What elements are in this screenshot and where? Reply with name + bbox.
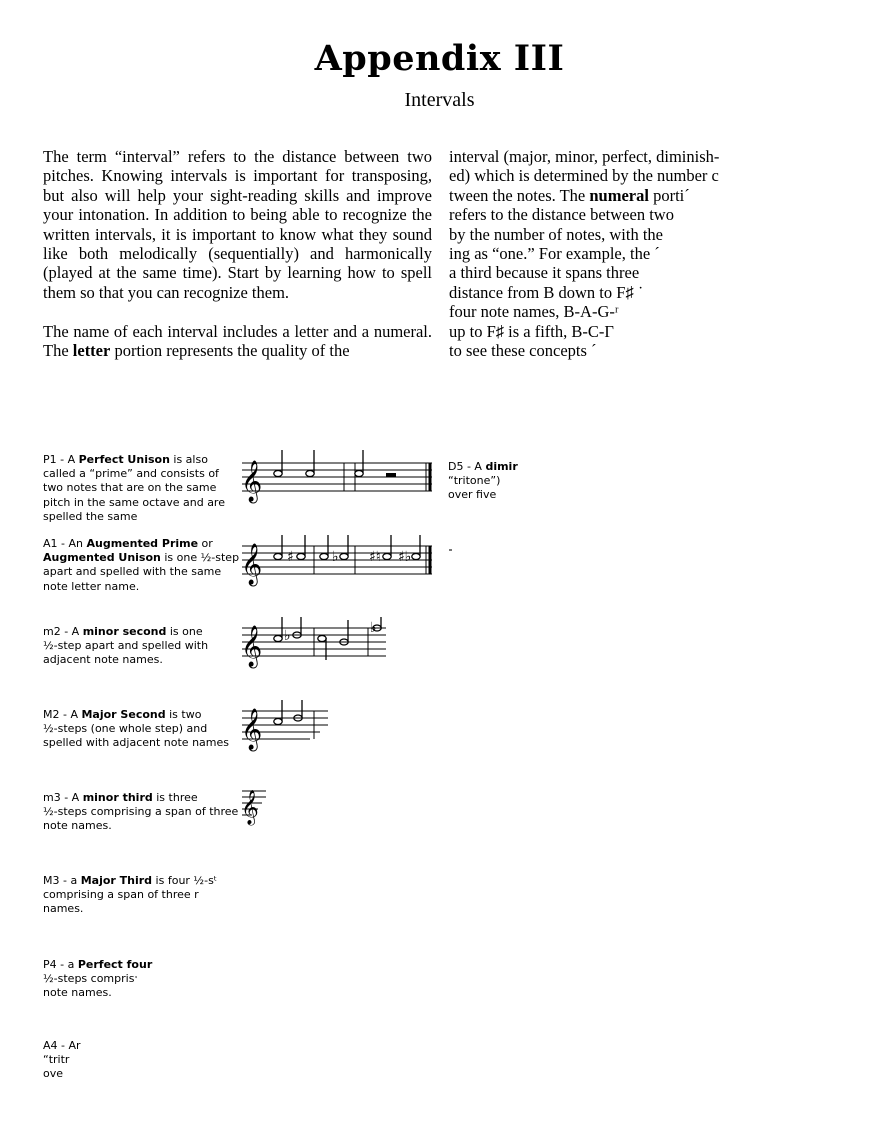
- treble-clef-icon: 𝄞: [241, 709, 263, 750]
- entry-name: Major Third: [80, 874, 153, 887]
- entry-line: over five: [448, 488, 497, 502]
- entry-code: D5 - A: [448, 460, 486, 473]
- interval-entry-A4: [43, 1039, 83, 1082]
- entry-name: Augmented Prime: [86, 537, 199, 550]
- entry-code: P4 - a: [43, 958, 78, 971]
- intro-letter-term: letter: [72, 341, 111, 361]
- entry-line: “tritr: [43, 1053, 70, 1067]
- intro-right-line: four note names, B-A-G-ʳ: [449, 302, 619, 322]
- a1-staff-example: [240, 538, 435, 583]
- entry-line: two notes that are on the same: [43, 481, 217, 495]
- entry-text: is two: [165, 708, 202, 721]
- entry-text: or: [198, 537, 213, 550]
- entry-heading: [43, 874, 218, 888]
- intro-paragraph-2-text-a: The name of each interval includes a letter and a numeral. The: [43, 321, 432, 361]
- entry-name: Perfect Unison: [78, 453, 170, 466]
- entry-line: spelled the same: [43, 509, 138, 523]
- entry-line: note letter name.: [43, 579, 140, 593]
- entry-line: adjacent note names.: [43, 653, 163, 667]
- entry-name: Augmented Unison: [43, 551, 161, 565]
- svg-text:♯: ♯: [287, 549, 294, 565]
- entry-line: comprising a span of three r: [43, 888, 199, 902]
- entry-heading: [43, 958, 153, 972]
- entry-line: note names.: [43, 986, 112, 1000]
- entry-line: note names.: [43, 819, 112, 833]
- intro-right-line: refers to the distance between two: [449, 205, 674, 225]
- entry-line: ½-steps comprisˑ: [43, 972, 139, 986]
- treble-clef-icon: 𝄞: [241, 461, 263, 502]
- interval-entry-m3: [43, 791, 243, 834]
- treble-clef-icon: 𝄞: [241, 544, 263, 585]
- entry-name: minor third: [82, 791, 153, 804]
- entry-code: P1 - A: [43, 453, 79, 466]
- m2-staff-example: [240, 620, 390, 665]
- entry-heading: [43, 708, 243, 722]
- entry-line: apart and spelled with the same: [43, 565, 222, 579]
- intro-right-line: ed) which is determined by the number c: [449, 166, 719, 186]
- page-subtitle: Intervals: [404, 89, 475, 111]
- interval-entry-M3: [43, 874, 218, 917]
- interval-entry-p1: [43, 453, 243, 524]
- entry-line: ½-step apart and spelled with: [43, 639, 209, 653]
- interval-entry-D5: [448, 460, 520, 503]
- intro-right-column: [449, 147, 749, 360]
- svg-text:♭: ♭: [284, 628, 291, 644]
- entry-name: minor second: [82, 625, 167, 638]
- treble-clef-icon: 𝄞: [241, 790, 259, 825]
- intro-left-column: [43, 147, 432, 360]
- entry-text: is one ½-step: [160, 551, 240, 565]
- entry-code: M2 - A: [43, 708, 82, 721]
- intro-right-line: distance from B down to F♯ ˙: [449, 282, 644, 302]
- entry-code: m2 - A: [43, 625, 83, 638]
- m3-staff-example: [240, 785, 270, 825]
- intro-paragraph-2: [43, 322, 432, 361]
- intro-right-line: to see these concepts ´: [449, 340, 597, 360]
- intro-numeral-term: numeral: [589, 185, 649, 205]
- entry-code: M3 - a: [43, 874, 81, 887]
- interval-entry-P4: [43, 958, 153, 1001]
- svg-text:♭: ♭: [332, 549, 339, 565]
- entry-line: pitch in the same octave and are: [43, 495, 225, 509]
- svg-text:♯♭: ♯♭: [398, 549, 412, 565]
- page-title: Appendix III: [314, 38, 565, 79]
- entry-heading: [448, 460, 520, 474]
- interval-entry-M2: [43, 708, 243, 751]
- interval-entry-a1: [43, 537, 243, 594]
- intro-right-line: up to F♯ is a fifth, B-C-Γ: [449, 321, 614, 341]
- intro-right-line: [449, 186, 719, 205]
- svg-text:♯♮: ♯♮: [369, 549, 381, 565]
- entry-line: called a “prime” and consists of: [43, 467, 219, 481]
- intro-right-line: a third because it spans three: [449, 263, 640, 283]
- entry-line: ½-steps comprising a span of three: [43, 805, 239, 819]
- M2-staff-example: [240, 703, 332, 748]
- entry-heading-2: [43, 551, 243, 565]
- entry-heading: [43, 791, 243, 805]
- entry-heading: [43, 625, 243, 639]
- interval-entry-m2: [43, 625, 243, 668]
- entry-text: is three: [152, 791, 198, 804]
- rendering-artifact: [449, 549, 452, 551]
- entry-name: Major Second: [81, 708, 166, 721]
- entry-line: spelled with adjacent note names: [43, 736, 229, 750]
- entry-name: dimir: [485, 460, 518, 473]
- svg-text:♭: ♭: [370, 620, 377, 636]
- entry-text: is also: [169, 453, 208, 466]
- intro-paragraph-1: The term “interval” refers to the distance between two pitches. Knowing intervals is important for transposing, but also will help your sight-reading skills and improve your intonation. In addition to being able to recognize the written intervals, it is important to know what they sound like both melodically (sequentially) and harmonically (played at the same time). Start by learning how to spell them so that you can recognize them.: [43, 147, 432, 302]
- entry-line: ½-steps (one whole step) and: [43, 722, 208, 736]
- entry-line: names.: [43, 902, 84, 916]
- intro-right-line-text: tween the notes. The: [449, 185, 590, 205]
- entry-text: is four ½-sᵗ: [152, 874, 218, 887]
- entry-line: “tritone”): [448, 474, 501, 488]
- intro-right-line: by the number of notes, with the: [449, 224, 664, 244]
- intro-paragraph-2-text-b: portion represents the quality of the: [110, 341, 350, 361]
- entry-code: m3 - A: [43, 791, 83, 804]
- p1-staff-example: [240, 455, 435, 500]
- intro-right-line-text: porti´: [648, 185, 690, 205]
- entry-heading: [43, 453, 243, 467]
- entry-heading: [43, 537, 243, 551]
- treble-clef-icon: 𝄞: [241, 626, 263, 667]
- entry-text: is one: [166, 625, 203, 638]
- intro-right-line: ing as “one.” For example, the ´: [449, 243, 660, 263]
- entry-code: A1 - An: [43, 537, 87, 550]
- entry-heading: A4 - Ar: [43, 1039, 81, 1052]
- intro-right-line: interval (major, minor, perfect, diminish‐: [449, 147, 720, 166]
- entry-line: ove: [43, 1067, 64, 1081]
- entry-name: Perfect four: [77, 958, 153, 971]
